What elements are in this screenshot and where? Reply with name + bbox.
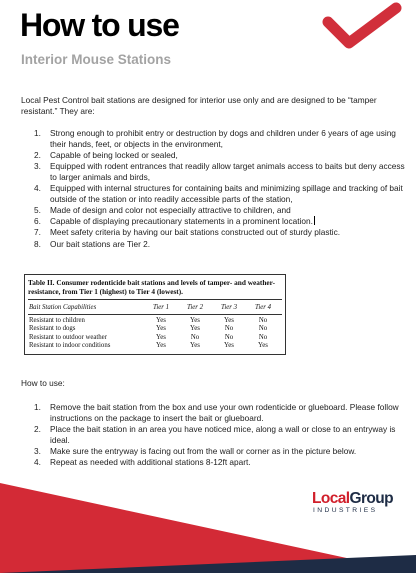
list-item bbox=[21, 446, 405, 457]
table-row bbox=[28, 317, 282, 325]
features-list bbox=[21, 128, 405, 250]
item-text: Equipped with rodent entrances that readily allow target animals access to baits but deny access to larger animals and birds, bbox=[50, 161, 405, 182]
table-cell: Resistant to outdoor weather bbox=[29, 333, 107, 341]
table-cell: Yes bbox=[156, 333, 166, 341]
page-subtitle: Interior Mouse Stations bbox=[21, 52, 172, 67]
table-cell: No bbox=[258, 317, 268, 324]
tier-table bbox=[24, 274, 286, 355]
table-cell: Yes bbox=[258, 341, 268, 349]
item-text: Strong enough to prohibit entry or destruction by dogs and children under 6 years of age using their hands, feet, or objects in the environment, bbox=[50, 128, 396, 149]
item-number: 5. bbox=[34, 204, 41, 215]
table-cell: No bbox=[224, 325, 234, 333]
item-number: 3. bbox=[34, 161, 41, 172]
step-number: 1. bbox=[34, 402, 41, 412]
table-cell: Resistant to children bbox=[29, 317, 85, 324]
item-text: Made of design and color not especially attractive to children, and bbox=[50, 204, 291, 215]
table-cell: No bbox=[258, 325, 268, 333]
table-row bbox=[28, 334, 282, 342]
item-number: 8. bbox=[34, 238, 41, 249]
table-cell: Resistant to dogs bbox=[29, 325, 76, 333]
table-row bbox=[28, 325, 282, 333]
table-cell: No bbox=[224, 333, 234, 341]
item-number: 6. bbox=[34, 216, 41, 227]
text-cursor bbox=[314, 216, 315, 225]
table-cell: Yes bbox=[224, 317, 234, 324]
item-text: Our bait stations are Tier 2. bbox=[50, 238, 151, 249]
list-item bbox=[21, 183, 405, 204]
intro-paragraph: Local Pest Control bait stations are designed for interior use only and are designed to be “tamper resistant.” They are: bbox=[21, 95, 377, 116]
table-cell: Resistant to indoor conditions bbox=[29, 341, 111, 349]
footer-swoosh bbox=[0, 470, 416, 573]
item-text: Capable of displaying precautionary statements in a prominent location. bbox=[50, 216, 313, 227]
table-row bbox=[28, 342, 282, 350]
list-item bbox=[21, 128, 405, 149]
table-cell: Yes bbox=[156, 325, 166, 333]
table-caption: Table II. Consumer rodenticide bait stations and levels of tamper- and weather-resistance, from Tier 1 (highest) to Tier 4 (lowest). bbox=[28, 278, 282, 300]
logo-subtitle: INDUSTRIES bbox=[313, 507, 378, 514]
company-logo bbox=[312, 490, 393, 515]
list-item bbox=[21, 424, 405, 445]
list-item bbox=[21, 161, 405, 182]
checkmark-icon bbox=[322, 2, 402, 54]
step-number: 3. bbox=[34, 445, 41, 456]
list-item bbox=[21, 150, 405, 161]
item-number: 2. bbox=[34, 149, 41, 160]
table-header-cell: Tier 3 bbox=[220, 304, 238, 311]
item-text: Capable of being locked or sealed, bbox=[50, 149, 178, 160]
table-cell: No bbox=[258, 333, 268, 341]
item-text: Equipped with internal structures for containing baits and minimizing spillage and tracking of bait outside of the station or into readily accessible parts of the station, bbox=[50, 183, 403, 204]
step-text: Repeat as needed with additional stations 8-12ft apart. bbox=[50, 457, 251, 468]
table-cell: Yes bbox=[156, 341, 166, 349]
item-text: Meet safety criteria by having our bait stations constructed out of sturdy plastic. bbox=[50, 227, 341, 238]
table-header-cell: Tier 1 bbox=[152, 304, 170, 311]
list-item bbox=[21, 402, 405, 423]
item-number: 1. bbox=[34, 128, 41, 138]
list-item bbox=[21, 457, 405, 468]
table-cell: No bbox=[190, 333, 200, 341]
logo-group-text: Group bbox=[349, 490, 393, 507]
logo-local-text: Local bbox=[312, 490, 350, 507]
item-number: 7. bbox=[34, 227, 41, 238]
steps-list bbox=[21, 402, 405, 468]
table-cell: Yes bbox=[190, 317, 200, 324]
step-text: Remove the bait station from the box and use your own rodenticide or glueboard. Please follow instructions on the package to insert the bait or glueboard. bbox=[50, 402, 399, 423]
item-number: 4. bbox=[34, 183, 41, 194]
table-cell: Yes bbox=[156, 317, 166, 324]
table-header-cell: Tier 4 bbox=[254, 304, 272, 311]
step-number: 4. bbox=[34, 457, 41, 468]
step-text: Place the bait station in an area you have noticed mice, along a wall or close to an entryway is ideal. bbox=[50, 423, 396, 445]
step-number: 2. bbox=[34, 423, 41, 434]
list-item bbox=[21, 205, 405, 216]
table-header-row bbox=[28, 300, 282, 315]
table-cell: Yes bbox=[224, 341, 234, 349]
list-item bbox=[21, 216, 405, 227]
table-header-cell: Bait Station Capabilities bbox=[29, 304, 97, 311]
table-cell: Yes bbox=[190, 325, 200, 333]
page-title: How to use bbox=[20, 7, 179, 43]
step-text: Make sure the entryway is facing out from the wall or corner as in the picture below. bbox=[50, 445, 357, 456]
table-cell: Yes bbox=[190, 341, 200, 349]
table-body bbox=[28, 315, 282, 350]
table-header-cell: Tier 2 bbox=[186, 304, 204, 311]
howto-label: How to use: bbox=[21, 378, 65, 388]
list-item bbox=[21, 239, 405, 250]
list-item bbox=[21, 227, 405, 238]
